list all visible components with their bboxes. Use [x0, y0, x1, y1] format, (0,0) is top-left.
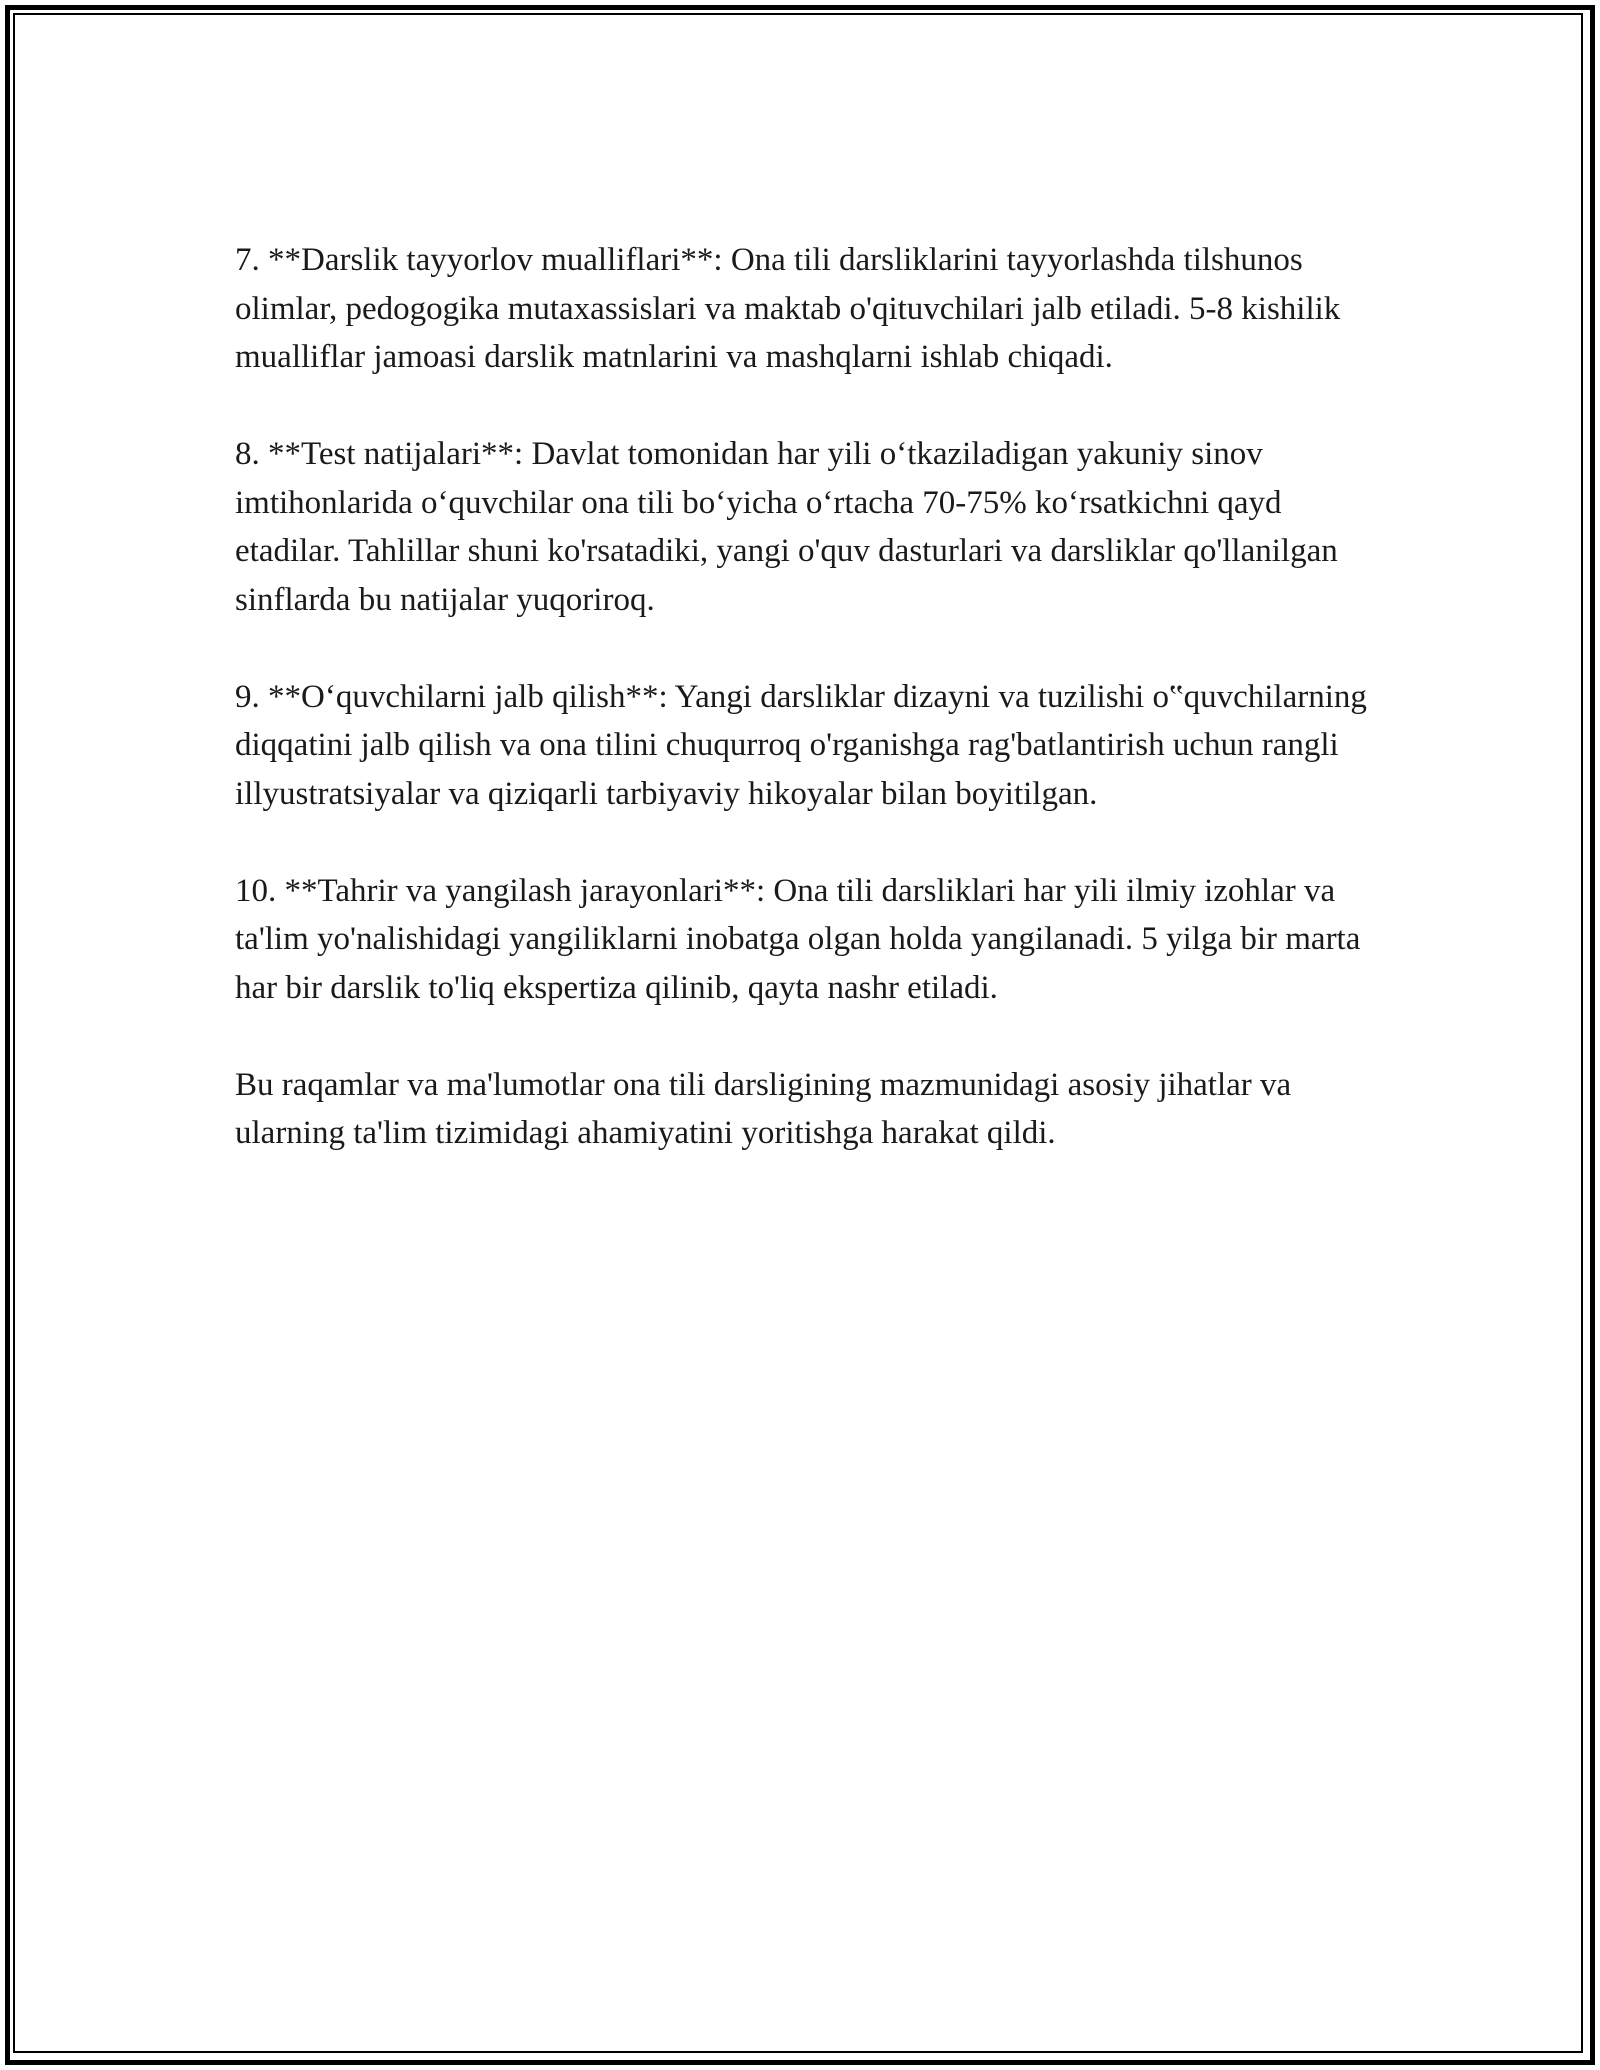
paragraph-item-10: 10. **Tahrir va yangilash jarayonlari**: Ona tili darsliklari har yili ilmiy izohlar va ta'lim yo'nalishidagi yangiliklarni inobatga olgan holda yangilanadi. 5 yilga bir marta har bir darslik to'liq ekspertiza qilinib, qayta nashr etiladi. — [235, 872, 1361, 1006]
conclusion-paragraph: Bu raqamlar va ma'lumotlar ona tili darsligining mazmunidagi asosiy jihatlar va ularning ta'lim tizimidagi ahamiyatini yoritishga harakat qildi. — [235, 1066, 1292, 1151]
paragraph-item-8: 8. **Test natijalari**: Davlat tomonidan har yili o‘tkaziladigan yakuniy sinov imtihonlarida o‘quvchilar ona tili bo‘yicha o‘rtacha 70-75% ko‘rsatkichni qayd etadilar. Tahlillar shuni ko'rsatadiki, yangi o'quv dasturlari va darsliklar qo'llanilgan sinflarda bu natijalar yuqoriroq. — [235, 436, 1338, 618]
document-body — [235, 236, 1385, 1206]
paragraph-item-9: 9. **O‘quvchilarni jalb qilish**: Yangi darsliklar dizayni va tuzilishi o‟quvchilarning diqqatini jalb qilish va ona tilini chuqurroq o'rganishga rag'batlantirish uchun rangli illyustratsiyalar va qiziqarli tarbiyaviy hikoyalar bilan boyitilgan. — [235, 678, 1367, 812]
paragraph-item-7: 7. **Darslik tayyorlov mualliflari**: Ona tili darsliklarini tayyorlashda tilshunos olimlar, pedogogika mutaxassislari va maktab o'qituvchilari jalb etiladi. 5-8 kishilik mualliflar jamoasi darslik matnlarini va mashqlarni ishlab chiqadi. — [235, 242, 1341, 375]
